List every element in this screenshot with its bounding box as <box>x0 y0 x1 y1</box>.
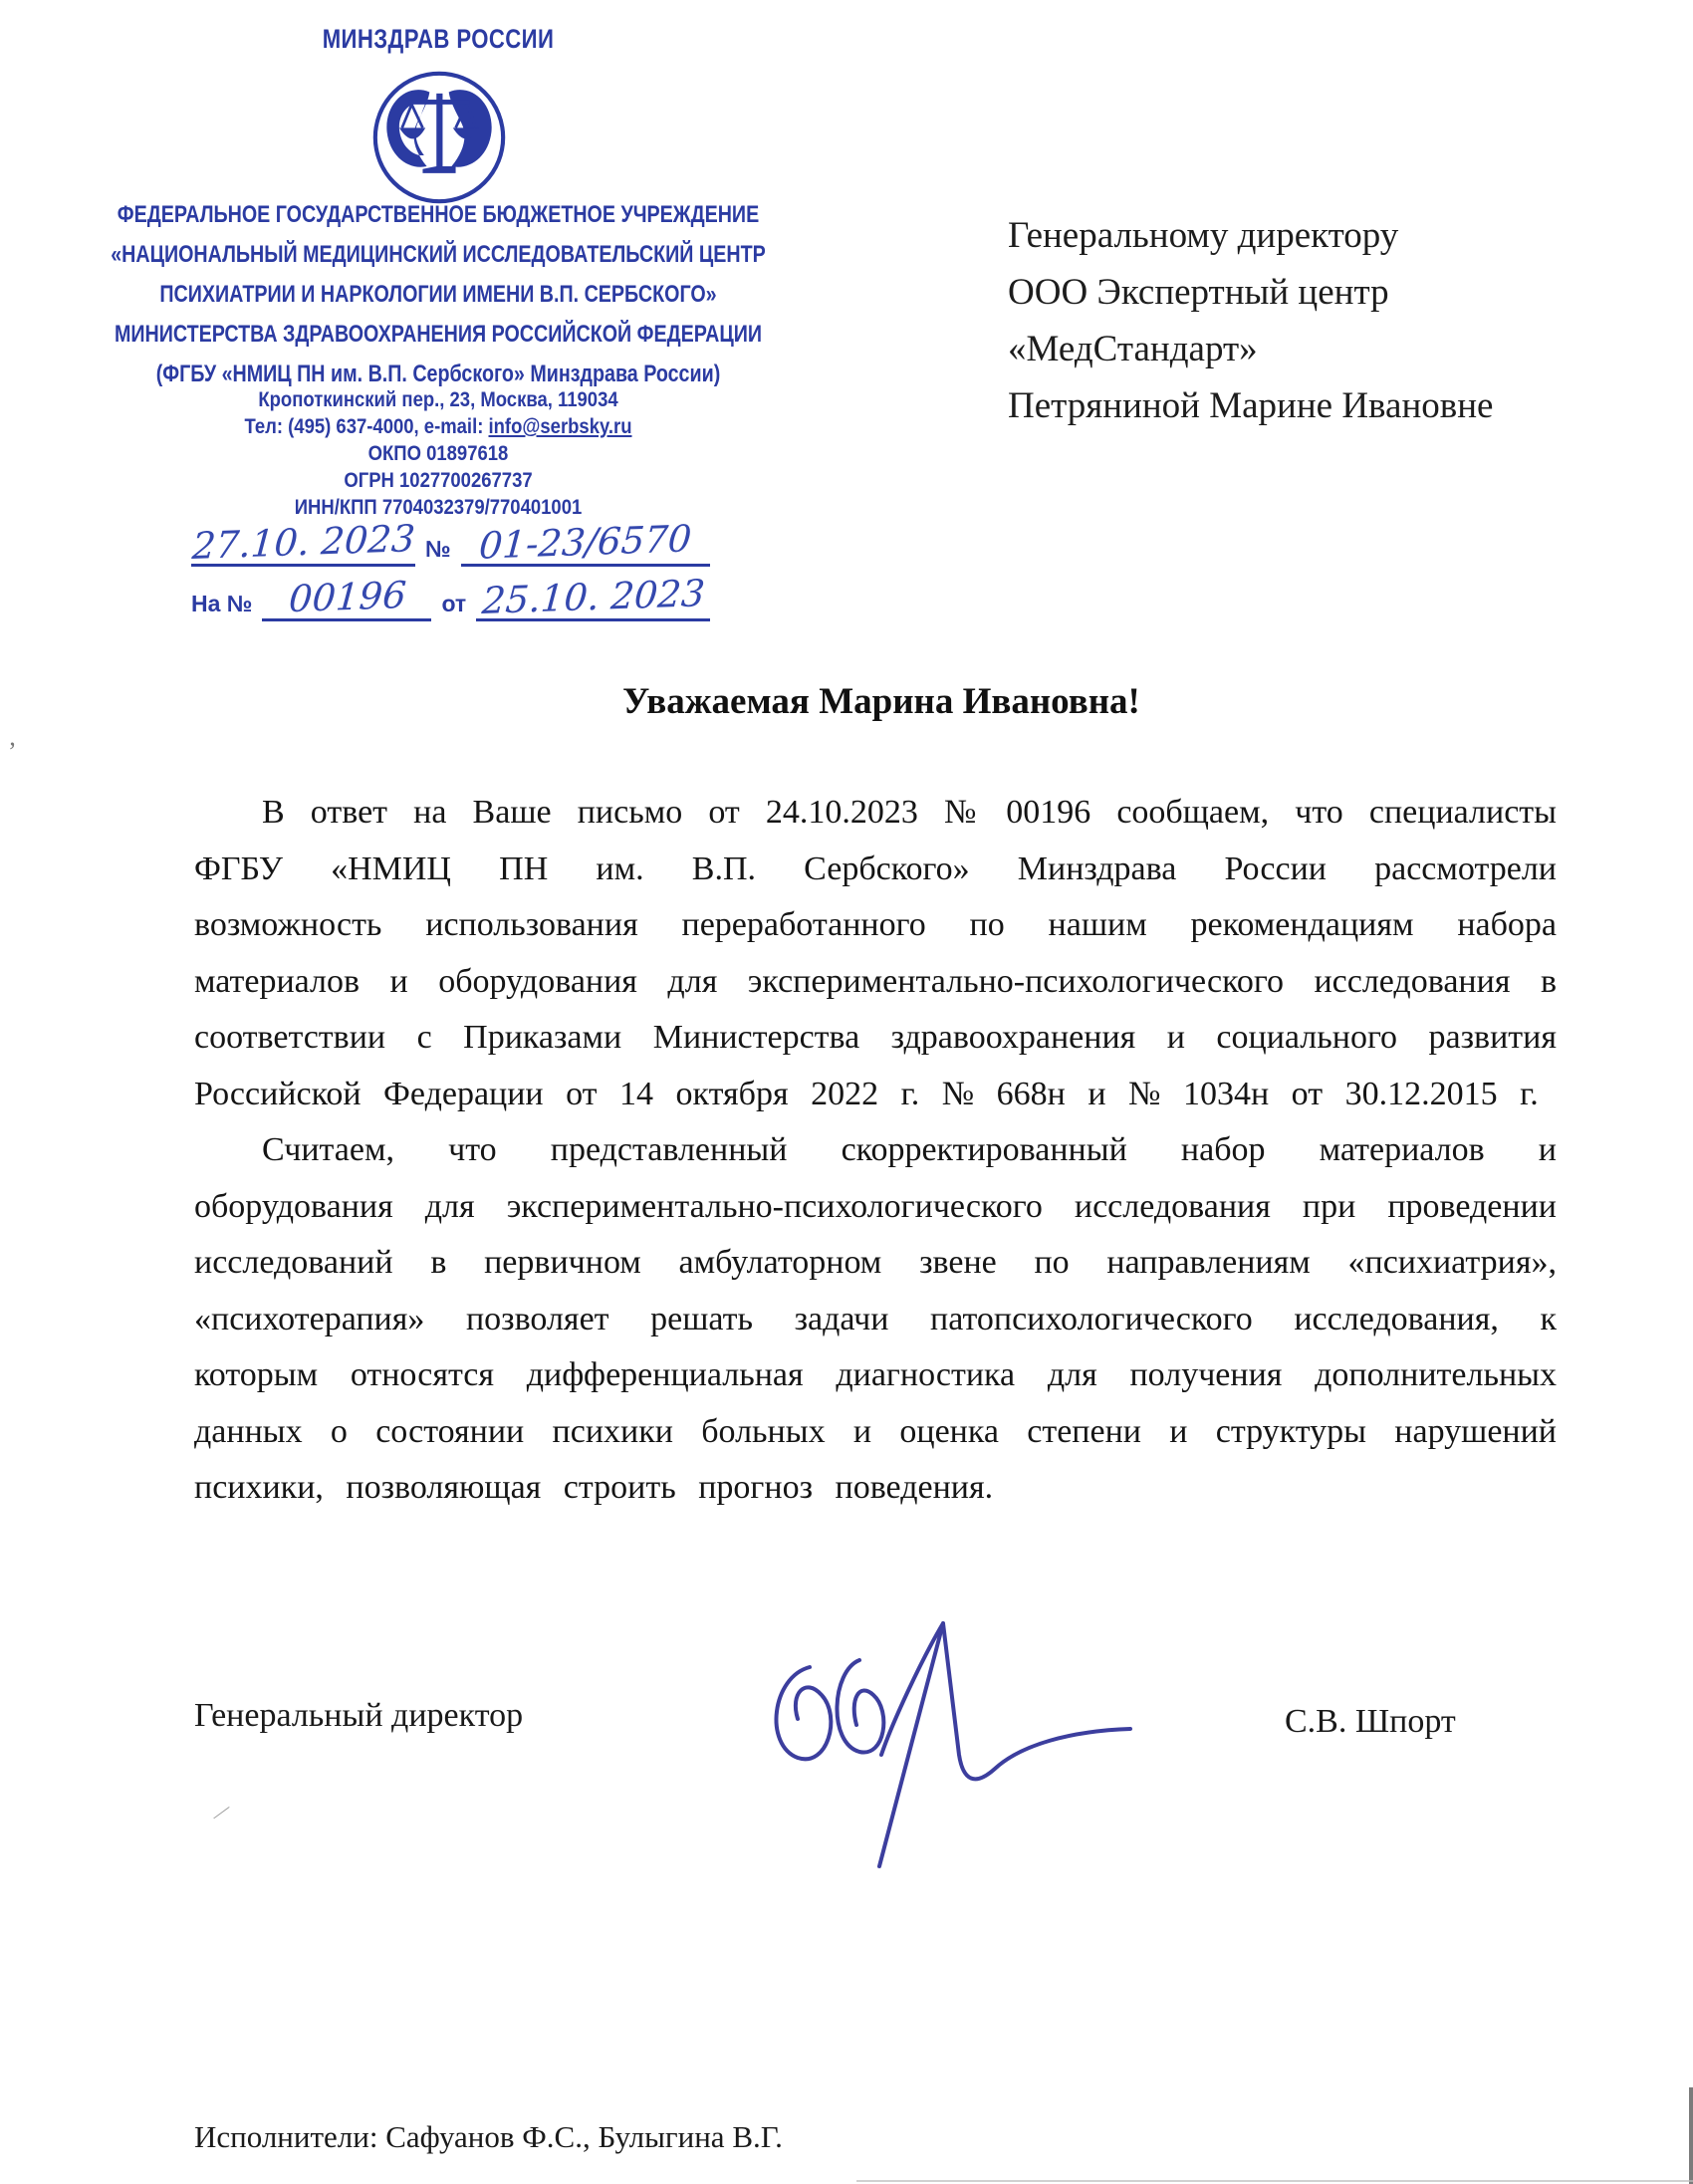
org-name-line: ФЕДЕРАЛЬНОЕ ГОСУДАРСТВЕННОЕ БЮДЖЕТНОЕ УЧРЕЖДЕНИЕ <box>117 201 760 228</box>
ref-from-label: от <box>441 591 467 616</box>
executors-line: Исполнители: Сафуанов Ф.С., Булыгина В.Г. <box>194 2119 783 2154</box>
ministry-title: МИНЗДРАВ РОССИИ <box>322 24 555 54</box>
contact-address: Кропоткинский пер., 23, Москва, 119034 <box>258 388 618 411</box>
body-paragraph: В ответ на Ваше письмо от 24.10.2023 № 00196 сообщаем, что специалисты ФГБУ «НМИЦ ПН им. В.П. Сербского» Минздрава России рассмотрели возможность использования переработанного по нашим рекомендациям набора материалов и оборудования для экспериментально-психологического исследования в соответствии с Приказами Министерства здравоохранения и социального развития Российской Федерации от 14 октября 2022 г. № 668н и № 1034н от 30.12.2015 г. <box>194 794 1557 1112</box>
ref-on-number-label: На № <box>191 591 253 616</box>
contact-phone: Тел: (495) 637-4000, e-mail: <box>244 415 484 438</box>
organization-name-block <box>100 195 778 394</box>
scan-artifact <box>1689 2087 1693 2184</box>
ref-number-label: № <box>425 536 451 562</box>
outgoing-reference-row <box>191 518 769 567</box>
director-signature-icon <box>732 1605 1150 1874</box>
addressee-line: Генеральному директору <box>1008 215 1399 256</box>
addressee-line: ООО Экспертный центр <box>1008 272 1389 313</box>
reference-block <box>191 518 769 621</box>
addressee-line: Петряниной Марине Ивановне <box>1008 385 1494 426</box>
scan-artifact <box>856 2180 1693 2182</box>
org-name-line: ПСИХИАТРИИ И НАРКОЛОГИИ ИМЕНИ В.П. СЕРБСКОГО» <box>159 281 717 308</box>
addressee-block <box>1008 207 1566 434</box>
scan-artifact: ⁄ <box>215 1801 228 1827</box>
incoming-reference-row <box>191 573 769 621</box>
org-name-line: «НАЦИОНАЛЬНЫЙ МЕДИЦИНСКИЙ ИССЛЕДОВАТЕЛЬСКИЙ ЦЕНТР <box>111 241 766 268</box>
letter-body <box>194 785 1557 1517</box>
signature-name: С.В. Шпорт <box>1285 1703 1456 1740</box>
ref-from-field: 25.10. 2023 <box>476 578 710 621</box>
contact-inn-kpp: ИНН/КПП 7704032379/770401001 <box>294 496 583 519</box>
contact-okpo: ОКПО 01897618 <box>367 442 509 465</box>
contact-phone-line <box>162 413 714 440</box>
ref-date-field: 27.10. 2023 <box>190 517 416 569</box>
signature-position: Генеральный директор <box>194 1697 524 1734</box>
ref-number-field: 01-23/6570 <box>461 523 710 567</box>
scan-artifact: ’ <box>8 737 17 766</box>
contact-email: info@serbsky.ru <box>488 415 632 438</box>
salutation: Уважаемая Марина Ивановна! <box>622 681 1140 722</box>
body-paragraph: Считаем, что представленный скорректированный набор материалов и оборудования для экспериментально-психологического исследования при проведении исследований в первичном амбулаторном звене по направлениям «психиатрия», «психотерапия» позволяет решать задачи патопсихологического исследования, к которым относятся дифференциальная диагностика для получения дополнительных данных о состоянии психики больных и оценка степени и структуры нарушений психики, позволяющая строить прогноз поведения. <box>194 1131 1557 1506</box>
ref-on-number-field: 00196 <box>262 578 431 621</box>
contact-ogrn: ОГРН 1027700267737 <box>344 469 533 492</box>
addressee-line: «МедСтандарт» <box>1008 329 1258 369</box>
org-name-line: (ФГБУ «НМИЦ ПН им. В.П. Сербского» Минздрава России) <box>155 361 721 387</box>
org-name-line: МИНИСТЕРСТВА ЗДРАВООХРАНЕНИЯ РОССИЙСКОЙ ФЕДЕРАЦИИ <box>114 321 763 348</box>
contact-block <box>162 386 714 521</box>
serbsky-logo-icon <box>370 68 508 207</box>
